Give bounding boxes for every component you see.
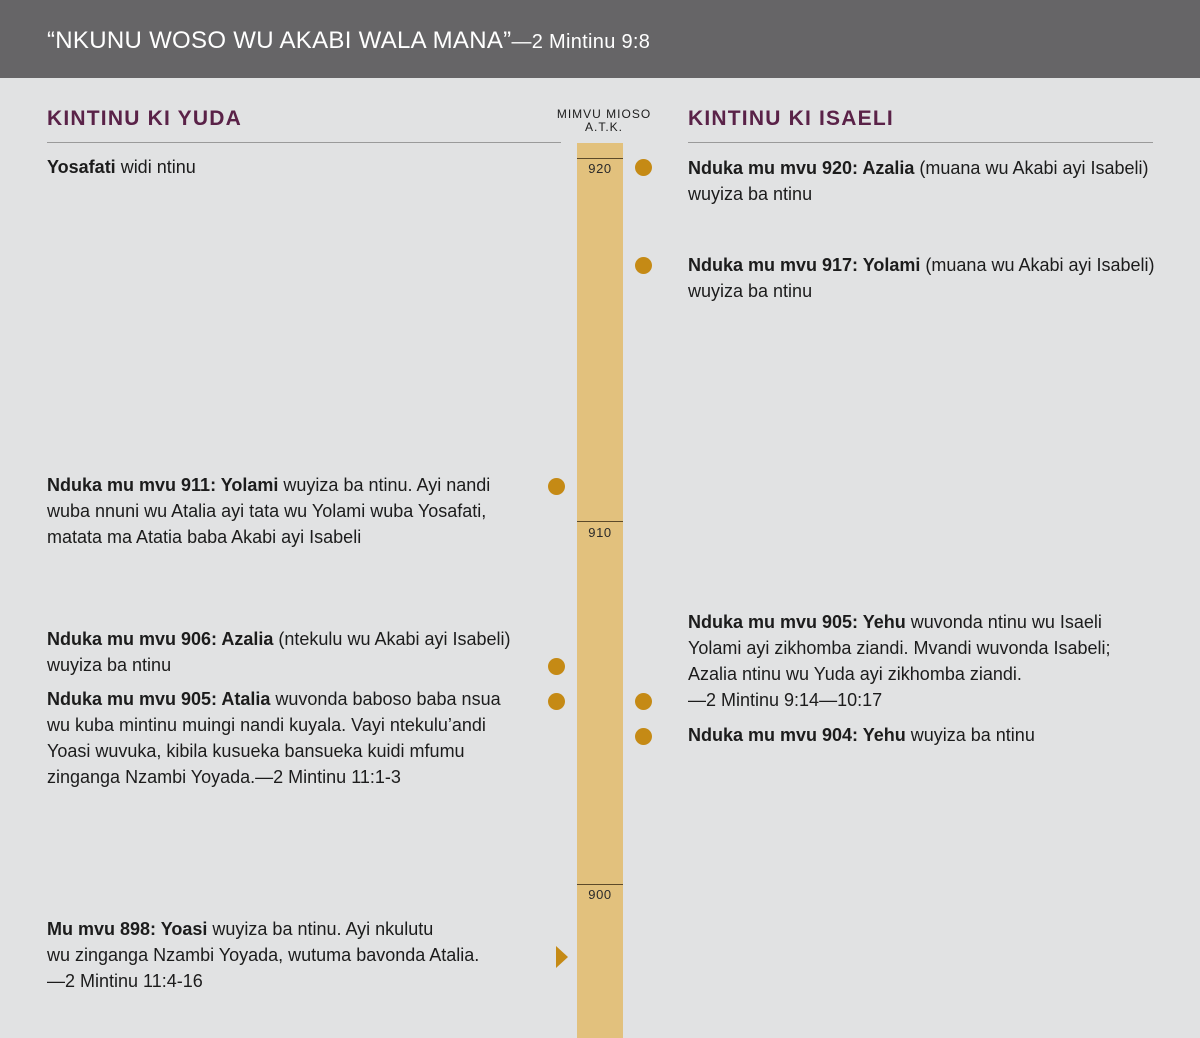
left-entry-yosafati bbox=[47, 154, 527, 180]
right-column-title: KINTINU KI ISAELI bbox=[688, 107, 894, 130]
tick-910 bbox=[577, 521, 623, 522]
title-reference: —2 Mintinu 9:8 bbox=[511, 31, 651, 53]
tick-label-910: 910 bbox=[588, 525, 612, 540]
right-entry-920 bbox=[688, 155, 1168, 207]
entry-text: widi ntinu bbox=[115, 157, 196, 177]
entry-line: wu zinganga Nzambi Yoyada, wutuma bavonda Atalia. bbox=[47, 945, 480, 965]
entry-line: zinganga Nzambi Yoyada.—2 Mintinu 11:1-3 bbox=[47, 767, 401, 787]
page-title bbox=[47, 27, 650, 55]
entry-heading: Yosafati bbox=[47, 157, 116, 177]
entry-line bbox=[688, 609, 1168, 635]
entry-line: wuyiza ba ntinu bbox=[688, 184, 813, 204]
left-entry-911 bbox=[47, 472, 547, 550]
entry-heading: Nduka mu mvu 905: Yehu bbox=[688, 612, 906, 632]
tick-label-920: 920 bbox=[588, 161, 612, 176]
entry-heading: Nduka mu mvu 906: Azalia bbox=[47, 629, 274, 649]
entry-text: wuvonda baboso baba nsua bbox=[270, 689, 501, 709]
entry-line: wuyiza ba ntinu bbox=[688, 281, 813, 301]
entry-text: wuvonda ntinu wu Isaeli bbox=[905, 612, 1102, 632]
left-column-rule bbox=[47, 142, 561, 143]
left-entry-906 bbox=[47, 626, 547, 678]
event-marker-left-905 bbox=[548, 693, 565, 710]
entry-line bbox=[47, 472, 547, 498]
title-text: “NKUNU WOSO WU AKABI WALA MANA” bbox=[47, 27, 512, 54]
entry-line: Yoasi wuvuka, kibila kusueka bansueka kuidi mfumu bbox=[47, 741, 465, 761]
entry-line: wuba nnuni wu Atalia ayi tata wu Yolami wuba Yosafati, bbox=[47, 501, 487, 521]
entry-line: —2 Mintinu 11:4-16 bbox=[47, 971, 203, 991]
timeline-bar bbox=[577, 143, 623, 1038]
entry-heading: Nduka mu mvu 911: Yolami bbox=[47, 475, 279, 495]
entry-heading: Nduka mu mvu 917: Yolami bbox=[688, 255, 921, 275]
entry-text: wuyiza ba ntinu bbox=[905, 725, 1035, 745]
left-entry-905 bbox=[47, 686, 547, 790]
event-marker-right-920 bbox=[635, 159, 652, 176]
entry-line: —2 Mintinu 9:14—10:17 bbox=[688, 690, 883, 710]
tick-920 bbox=[577, 158, 623, 159]
event-marker-left-911 bbox=[548, 478, 565, 495]
tick-900 bbox=[577, 884, 623, 885]
entry-line: wuyiza ba ntinu bbox=[47, 655, 172, 675]
entry-heading: Mu mvu 898: Yoasi bbox=[47, 919, 208, 939]
entry-text: wuyiza ba ntinu. Ayi nandi bbox=[278, 475, 491, 495]
event-arrow-left-898 bbox=[556, 946, 568, 968]
event-marker-right-917 bbox=[635, 257, 652, 274]
entry-heading: Nduka mu mvu 920: Azalia bbox=[688, 158, 915, 178]
right-entry-905 bbox=[688, 609, 1168, 713]
event-marker-right-904 bbox=[635, 728, 652, 745]
entry-heading: Nduka mu mvu 904: Yehu bbox=[688, 725, 906, 745]
tick-label-900: 900 bbox=[588, 887, 612, 902]
entry-line: Yolami ayi zikhomba ziandi. Mvandi wuvonda Isabeli; bbox=[688, 638, 1111, 658]
entry-line: wu kuba mintinu muingi nandi kuyala. Vayi ntekulu’andi bbox=[47, 715, 486, 735]
entry-text: wuyiza ba ntinu. Ayi nkulutu bbox=[207, 919, 434, 939]
entry-line bbox=[688, 155, 1168, 181]
entry-text: (muana wu Akabi ayi Isabeli) bbox=[920, 255, 1155, 275]
left-column-title: KINTINU KI YUDA bbox=[47, 107, 242, 130]
years-column-title bbox=[544, 108, 664, 134]
entry-text: (ntekulu wu Akabi ayi Isabeli) bbox=[273, 629, 511, 649]
event-marker-left-906 bbox=[548, 658, 565, 675]
entry-text: (muana wu Akabi ayi Isabeli) bbox=[914, 158, 1149, 178]
entry-heading: Nduka mu mvu 905: Atalia bbox=[47, 689, 271, 709]
right-entry-904 bbox=[688, 722, 1168, 748]
right-column-rule bbox=[688, 142, 1153, 143]
left-entry-898 bbox=[47, 916, 547, 994]
entry-line bbox=[47, 686, 547, 712]
event-marker-right-905 bbox=[635, 693, 652, 710]
right-entry-917 bbox=[688, 252, 1168, 304]
entry-line bbox=[47, 916, 547, 942]
entry-line bbox=[47, 626, 547, 652]
entry-line: matata ma Atatia baba Akabi ayi Isabeli bbox=[47, 527, 362, 547]
years-title-line2: A.T.K. bbox=[584, 120, 623, 134]
entry-line bbox=[688, 252, 1168, 278]
header-bar bbox=[0, 0, 1200, 78]
entry-line: Azalia ntinu wu Yuda ayi zikhomba ziandi. bbox=[688, 664, 1022, 684]
years-title-line1: MIMVU MIOSO bbox=[556, 107, 652, 121]
